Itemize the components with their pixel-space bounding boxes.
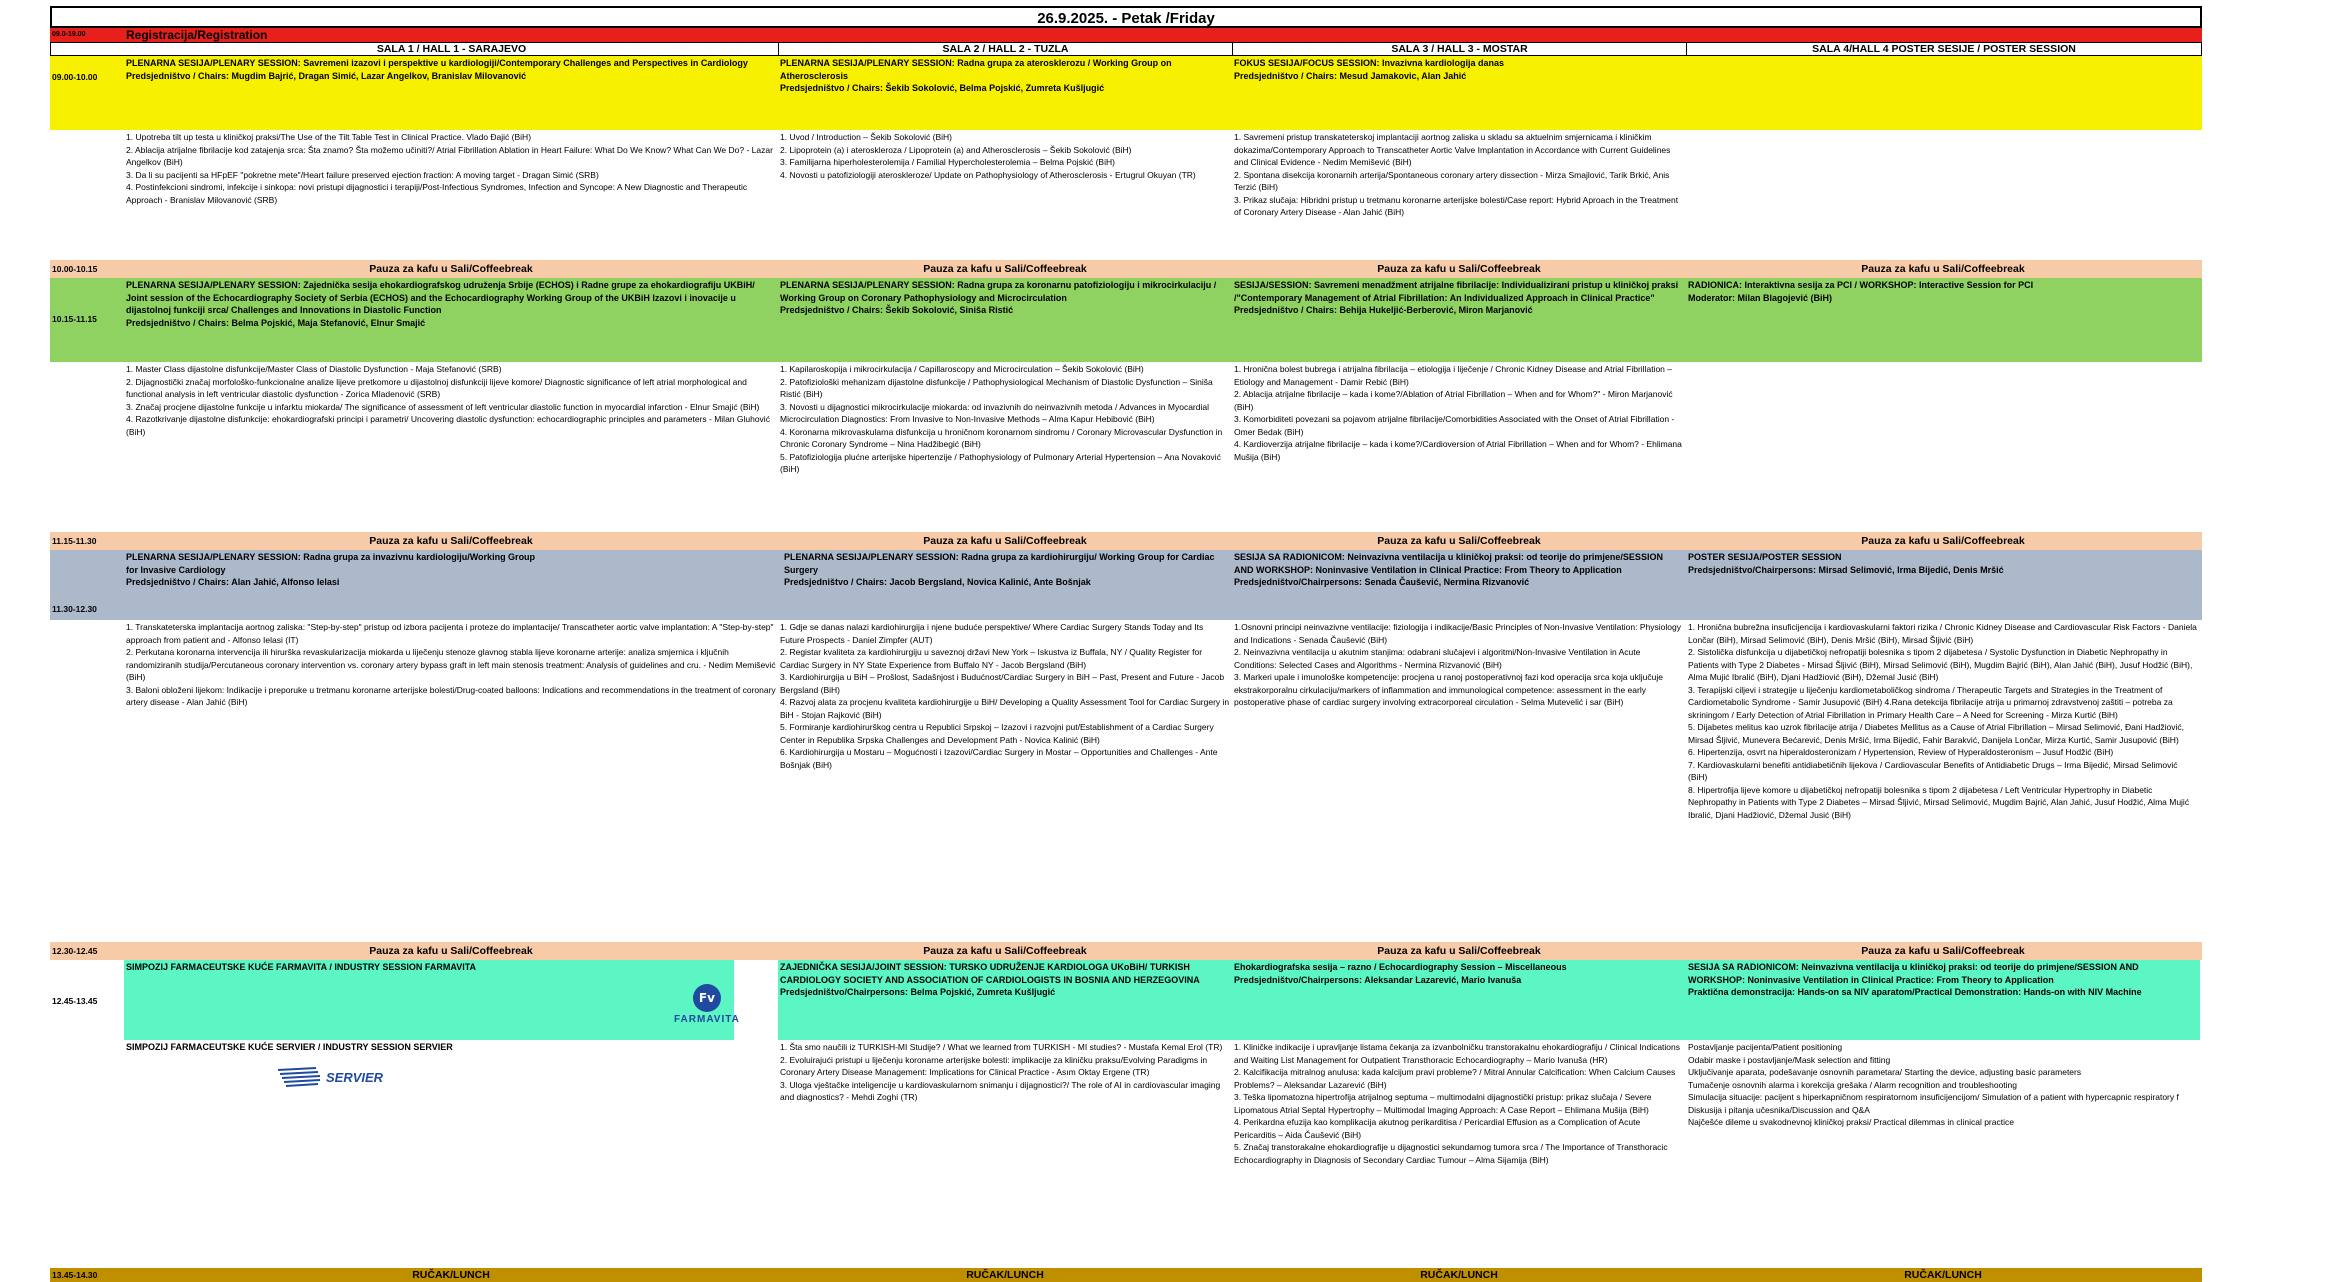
list-item: 3. Markeri upale i imunološke kompetencije: procjena u ranoj postoperativnoj fazi kod operacija srca koja uključuje ekstrakorporalnu cirkulaciju/markers of inflammation and immunological competence: assessment in the early postoperative phase of cardiac surgery involving extracorporeal circulation - Selma Mutevelić i sar (BiH) bbox=[1234, 672, 1664, 707]
list-item: 4. Postinfekcioni sindromi, infekcije i sinkopa: novi pristupi dijagnostici i terapiji/Post-Infectious Syndromes, Infection and Syncope: A New Diagnostic and Therapeutic Approach - Branislav Milovanović (SRB) bbox=[126, 182, 748, 205]
session-4-items-row bbox=[50, 1040, 2202, 1276]
hall-1-header: SALA 1 / HALL 1 - SARAJEVO bbox=[125, 43, 779, 56]
list-item: 3. Uloga vještačke inteligencije u kardiovaskularnom snimanju i dijagnostici?/ The role of AI in cardiovascular imaging and diagnostics? - Mehdi Zoghi (TR) bbox=[780, 1079, 1221, 1102]
list-item: 3. Značaj procjene dijastolne funkcije u infarktu miokarda/ The significance of assessment of left ventricular diastolic function in myocardial infarction - Elnur Smajić (BiH) bbox=[126, 401, 760, 412]
break-2-time: 11.15-11.30 bbox=[52, 536, 97, 546]
hall-header-row bbox=[50, 42, 2202, 56]
session-1-hall-3-head bbox=[1232, 56, 1686, 130]
hall-2-header: SALA 2 / HALL 2 - TUZLA bbox=[779, 43, 1233, 56]
hall-3-header: SALA 3 / HALL 3 - MOSTAR bbox=[1233, 43, 1687, 56]
session-chairs: Predsjedništvo / Chairs: Šekib Sokolović, Belma Pojskić, Zumreta Kušljugić bbox=[780, 83, 1105, 93]
list-item: 4. Kardioverzija atrijalne fibrilacije – kada i kome?/Cardioversion of Atrial Fibrillation – When and for Whom? - Ehlimana Mušija (BiH) bbox=[1234, 439, 1682, 462]
session-chairs: Predsjedništvo/Chairpersons: Mirsad Selimović, Irma Bijedić, Denis Mršić bbox=[1688, 564, 2004, 575]
session-3-hall-3-head bbox=[1232, 550, 1686, 620]
session-3-hall-3-items bbox=[1232, 620, 1686, 942]
list-item: 2. Lipoprotein (a) i ateroskleroza / Lipoprotein (a) and Atherosclerosis – Šekib Sokolović (BiH) bbox=[780, 144, 1132, 155]
list-item: 5. Patofiziologija plućne arterijske hipertenzije / Pathophysiology of Pulmonary Arterial Hypertension – Ana Novaković (BiH) bbox=[780, 451, 1221, 474]
break-3-time: 12.30-12.45 bbox=[52, 946, 98, 956]
session-1-hall-2-head bbox=[778, 56, 1232, 130]
session-2-hall-3-items bbox=[1232, 362, 1686, 532]
lunch-hall-2: RUČAK/LUNCH bbox=[966, 1269, 1044, 1281]
list-item: 4. Perikardna efuzija kao komplikacija akutnog perikarditisa / Pericardial Effusion as a Complication of Acute Pericarditis – Aida Čaušević (BiH) bbox=[1234, 1117, 1641, 1140]
list-item: 2. Ablacija atrijalne fibrilacije kod zatajenja srca: Šta znamo? Šta možemo učiniti?/ Atrial Fibrillation Ablation in Heart Failure: What Do We Know? What Can We Do? - Lazar Angelkov (BiH) bbox=[126, 144, 773, 167]
lunch-row bbox=[50, 1268, 2202, 1282]
list-item: 2. Ablacija atrijalne fibrilacije – kada i kome?/Ablation of Atrial Fibrillation – When and for Whom?" - Miron Marjanović (BiH) bbox=[1234, 389, 1673, 412]
session-head: PLENARNA SESIJA/PLENARY SESSION: Radna grupa za aterosklerozu / Working Group on Atherosclerosis bbox=[780, 58, 1172, 81]
list-item: 3. Kardiohirurgija u BiH – Prošlost, Sadašnjost i Budućnost/Cardiac Surgery in BiH – Past, Present and Future - Jacob Bergsland (BiH) bbox=[780, 672, 1225, 695]
session-2-head-row bbox=[50, 278, 2202, 362]
farmavita-logo-bg bbox=[734, 960, 778, 1040]
farmavita-logo-text: FARMAVITA bbox=[674, 1014, 740, 1025]
session-head: ZAJEDNIČKA SESIJA/JOINT SESSION: TURSKO UDRUŽENJE KARDIOLOGA UKoBiH/ TURKISH CARDIOLOGY SOCIETY AND ASSOCIATION OF CARDIOLOGISTS IN BOSNIA AND HERZEGOVINA bbox=[780, 962, 1200, 985]
servier-head: SIMPOZIJ FARMACEUTSKE KUĆE SERVIER / INDUSTRY SESSION SERVIER bbox=[126, 1042, 453, 1052]
session-3-hall-1-head bbox=[124, 550, 544, 620]
servier-logo bbox=[276, 1066, 383, 1088]
list-item: 2. Neinvazivna ventilacija u akutnim stanjima: odabrani slučajevi i algoritmi/Non-Invasive Ventilation in Acute Conditions: Selected Cases and Algorithms - Nermina Rizvanović (BiH) bbox=[1234, 647, 1641, 670]
farmavita-badge-icon: Fv bbox=[693, 984, 721, 1012]
registration-row bbox=[50, 28, 2202, 42]
session-head: Ehokardiografska sesija – razno / Echocardiography Session – Miscellaneous bbox=[1234, 962, 1567, 972]
list-item: 7. Kardiovaskularni benefiti antidiabetičnih lijekova / Cardiovascular Benefits of Antidiabetic Drugs – Irma Bijedić, Mirsad Selimović (BiH) bbox=[1688, 759, 2178, 782]
registration-label: Registracija/Registration bbox=[126, 28, 268, 42]
break-3-hall-3: Pauza za kafu u Sali/Coffeebreak bbox=[1377, 945, 1541, 957]
break-3-hall-1: Pauza za kafu u Sali/Coffeebreak bbox=[369, 945, 533, 957]
list-item: 3. Da li su pacijenti sa HFpEF "pokretne mete"/Heart failure preserved ejection fraction: A moving target - Dragan Simić (SRB) bbox=[126, 169, 599, 180]
session-3-hall-2-head bbox=[778, 550, 1232, 620]
list-item: 2. Patofiziološki mehanizam dijastolne disfunkcije / Pathophysiological Mechanism of Diastolic Dysfunction – Siniša Ristić (BiH) bbox=[780, 376, 1213, 399]
day-title-row bbox=[50, 6, 2202, 28]
session-chairs: Predsjedništvo/Chairpersons: Senada Čaušević, Nermina Rizvanović bbox=[1234, 577, 1530, 587]
session-head: POSTER SESIJA/POSTER SESSION bbox=[1688, 552, 1842, 562]
list-item: 2. Perkutana koronarna intervencija ili hirurška revaskularizacija miokarda u liječenju stenoze glavnog stabla lijeve koronarne arterije: analiza smjernica i ključnih randomiziranih studija/Percutaneous coronary intervention vs. coronary artery bypass graft in left main stenosis treatment: Analysis of guidelines and cru. - Nedim Memišević (BiH) bbox=[126, 647, 776, 682]
farmavita-logo bbox=[674, 984, 740, 1025]
session-2-hall-2-items bbox=[778, 362, 1232, 532]
session-head: SESIJA SA RADIONICOM: Neinvazivna ventilacija u kliničkoj praksi: od teorije do primjene/SESSION AND WORKSHOP: Noninvasive Ventilation in Clinical Practice: From Theory to Application bbox=[1688, 962, 2139, 985]
session-4-hall-3-head bbox=[1232, 960, 1686, 1040]
list-item: 1. Savremeni pristup transkateterskoj implantaciji aortnog zaliska u skladu sa aktuelnim smjernicama i kliničkim dokazima/Contemporary Approach to Transcatheter Aortic Valve Implantation in Accordance with Current Guidelines and Clinical Evidence - Nedim Memišević (BiH) bbox=[1234, 132, 1671, 167]
session-3-items-row bbox=[50, 620, 2202, 942]
list-item: 3. Terapijski ciljevi i strategije u liječenju kardiometaboličkog sindroma / Therapeutic Targets and Strategies in the Treatment of Cardiometabolic Syndrome - Samir Jusupović (BiH) 4.Rana detekcija fibrilacije atrija u primarnoj zdravstvenoj zaštiti – potreba za skriningom / Early Detection of Atrial Fibrillation in Primary Health Care – A Need for Screening - Mirza Kurtić (BiH) bbox=[1688, 684, 2173, 720]
break-1-row bbox=[50, 260, 2202, 278]
session-chairs: Predsjedništvo / Chairs: Belma Pojskić, Maja Stefanović, Elnur Smajić bbox=[126, 317, 426, 328]
session-2-hall-3-head bbox=[1232, 278, 1686, 362]
list-item: 1. Kapilaroskopija i mikrocirkulacija / Capillaroscopy and Microcirculation – Šekib Sokolović (BiH) bbox=[780, 364, 1144, 374]
break-2-hall-2: Pauza za kafu u Sali/Coffeebreak bbox=[923, 535, 1087, 547]
session-1-time: 09.00-10.00 bbox=[52, 72, 98, 82]
list-item: 2. Dijagnostički značaj morfološko-funkcionalne analize lijeve pretkomore u dijastolnoj disfunkciji lijeve komore/ Diagnostic significance of left atrial morphological and functional analysis in left ventricular diastolic dysfunction - Zorica Mladenović (SRB) bbox=[126, 376, 747, 399]
servier-logo-text: SERVIER bbox=[326, 1069, 384, 1085]
list-item: 3. Familijarna hiperholesterolemija / Familial Hypercholesterolemia – Belma Pojskić (BiH) bbox=[780, 157, 1115, 167]
session-2-hall-2-head bbox=[778, 278, 1232, 362]
list-item: Uključivanje aparata, podešavanje osnovnih parametara/ Starting the device, adjusting basic parameters bbox=[1688, 1067, 2082, 1077]
list-item: 1. Transkateterska implantacija aortnog zaliska: "Step-by-step" pristup od izbora pacijenta i proteze do implantacije/ Transcatheter aortic valve implantation: A "Step-by-step" approach from patient and - Alfonso Ielasi (IT) bbox=[126, 622, 774, 645]
list-item: 3. Teška lipomatozna hipertrofija atrijalnog septuma – multimodalni dijagnostički pristup: prikaz slučaja / Severe Lipomatous Atrial Septal Hypertrophy – Multimodal Imaging Approach: A Case Report – Ehlimana Mušija (BiH) bbox=[1234, 1092, 1652, 1115]
session-3-head-row bbox=[50, 550, 2202, 620]
session-2-hall-1-head bbox=[124, 278, 778, 362]
list-item: 1. Upotreba tilt up testa u kliničkoj praksi/The Use of the Tilt Table Test in Clinical Practice. Vlado Đajić (BiH) bbox=[126, 132, 532, 142]
list-item: 1. Master Class dijastolne disfunkcije/Master Class of Diastolic Dysfunction - Maja Stefanović (SRB) bbox=[126, 364, 502, 374]
session-head: FOKUS SESIJA/FOCUS SESSION: Invazivna kardiologija danas bbox=[1234, 58, 1505, 68]
lunch-hall-4: RUČAK/LUNCH bbox=[1904, 1269, 1982, 1281]
session-4-hall-4-items bbox=[1686, 1040, 2200, 1276]
list-item: 2. Kalcifikacija mitralnog anulusa: kada kalcijum pravi probleme? / Mitral Annular Calcification: When Calcium Causes Problems? – Aleksandar Lazarević (BiH) bbox=[1234, 1067, 1676, 1090]
list-item: 6. Kardiohirurgija u Mostaru – Mogućnosti i Izazovi/Cardiac Surgery in Mostar – Opportunities and Challenges - Ante Bošnjak (BiH) bbox=[780, 747, 1218, 770]
break-1-time: 10.00-10.15 bbox=[52, 264, 98, 274]
session-2-time: 10.15-11.15 bbox=[52, 314, 97, 324]
session-4-hall-2-items bbox=[778, 1040, 1232, 1276]
hall-4-header: SALA 4/HALL 4 POSTER SESIJE / POSTER SESSION bbox=[1812, 43, 2076, 55]
list-item: 3. Baloni obloženi lijekom: Indikacije i preporuke u tretmanu koronarne arterijske bolesti/Drug-coated balloons: Indications and recommendations in the treatment of coronary artery disease - Alan Jahić (BiH) bbox=[126, 684, 776, 707]
list-item: 1. Hronična bubrežna insuficijencija i kardiovaskularni faktori rizika / Chronic Kidney Disease and Cardiovascular Risk Factors - Daniela Lončar (BiH), Mirsad Selimović (BiH), Denis Mršić (BiH), Mirsad Šljivić (BiH) bbox=[1688, 622, 2197, 645]
list-item: 2. Evoluirajući pristupi u liječenju koronarne arterijske bolesti: implikacije za kliničku praksu/Evolving Paradigms in Coronary Artery Disease Management: Implications for Clinical Practice - Asım Oktay Ergene (TR) bbox=[780, 1054, 1208, 1077]
list-item: Simulacija situacije: pacijent s hiperkapničnom respiratornom insuficijencijom/ Simulation of a patient with hypercapnic respiratory f bbox=[1688, 1092, 2179, 1102]
list-item: 4. Koronarna mikrovaskularna disfunkcija u hroničnom koronarnom sindromu / Coronary Microvascular Dysfunction in Chronic Coronary Syndrome – Nina Hadžibegić (BiH) bbox=[780, 426, 1223, 449]
list-item: Tumačenje osnovnih alarma i korekcija grešaka / Alarm recognition and troubleshooting bbox=[1688, 1079, 2018, 1090]
servier-wave-icon bbox=[276, 1066, 322, 1088]
session-3-hall-1-items bbox=[124, 620, 778, 942]
break-3-row bbox=[50, 942, 2202, 960]
session-3-hall-4-items bbox=[1686, 620, 2200, 942]
session-2-hall-4-head bbox=[1686, 278, 2200, 362]
session-chairs: Predsjedništvo/Chairpersons: Belma Pojskić, Zumreta Kušljugić bbox=[780, 987, 1056, 997]
session-4-time: 12.45-13.45 bbox=[52, 996, 98, 1006]
session-2-hall-1-items bbox=[124, 362, 778, 532]
list-item: 5. Značaj transtorakalne ehokardiografije u dijagnostici sekundarnog tumora srca / The Importance of Transthoracic Echocardiography in Diagnosis of Secondary Cardiac Tumour – Alma Sijamija (BiH) bbox=[1234, 1142, 1668, 1165]
session-3-hall-2-items bbox=[778, 620, 1232, 942]
session-4-hall-4-head bbox=[1686, 960, 2200, 1040]
session-chairs: Moderator: Milan Blagojević (BiH) bbox=[1688, 292, 1833, 303]
lunch-hall-3: RUČAK/LUNCH bbox=[1420, 1269, 1498, 1281]
session-4-hall-3-items bbox=[1232, 1040, 1686, 1276]
session-chairs: Predsjedništvo / Chairs: Behija Hukeljić-Berberović, Miron Marjanović bbox=[1234, 305, 1533, 315]
session-chairs: Predsjedništvo / Chairs: Mesud Jamakovic, Alan Jahić bbox=[1234, 70, 1467, 81]
break-2-hall-4: Pauza za kafu u Sali/Coffeebreak bbox=[1861, 535, 2025, 547]
list-item: Odabir maske i postavljanje/Mask selection and fitting bbox=[1688, 1054, 1891, 1065]
break-1-hall-1: Pauza za kafu u Sali/Coffeebreak bbox=[369, 263, 533, 275]
session-chairs: Predsjedništvo / Chairs: Alan Jahić, Alfonso Ielasi bbox=[126, 577, 340, 587]
list-item: 3. Novosti u dijagnostici mikrocirkulacije miokarda: od invazivnih do neinvazivnih metoda / Advances in Myocardial Microcirculation Diagnostics: From Invasive to Non-Invasive Methods – Alma Kapur Hebibović (BiH) bbox=[780, 401, 1209, 424]
session-head: RADIONICA: Interaktivna sesija za PCI / WORKSHOP: Interactive Session for PCI bbox=[1688, 280, 2034, 290]
break-1-hall-3: Pauza za kafu u Sali/Coffeebreak bbox=[1377, 263, 1541, 275]
list-item: 1. Hronična bolest bubrega i atrijalna fibrilacija – etiologija i liječenje / Chronic Kidney Disease and Atrial Fibrillation – Etiology and Management - Damir Rebić (BiH) bbox=[1234, 364, 1672, 387]
break-1-hall-2: Pauza za kafu u Sali/Coffeebreak bbox=[923, 263, 1087, 275]
lunch-hall-1: RUČAK/LUNCH bbox=[412, 1269, 490, 1281]
session-chairs: Predsjedništvo/Chairpersons: Aleksandar Lazarević, Mario Ivanuša bbox=[1234, 974, 1522, 985]
list-item: 3. Komorbiditeti povezani sa pojavom atrijalne fibrilacije/Comorbidities Associated with the Onset of Atrial Fibrillation - Omer Bedak (BiH) bbox=[1234, 414, 1675, 437]
list-item: 5. Dijabetes melitus kao uzrok fibrilacije atrija / Diabetes Mellitus as a Cause of Atrial Fibrillation – Mirsad Selimović, Đani Hadžiović, Mirsad Šljivić, Munevera Bećarević, Denis Mršić, Irma Bijedić, Fahir Barakvić, Danijela Lončar, Mirza Kurtić, Samir Jusupović (BiH) bbox=[1688, 722, 2185, 745]
list-item: 1. Kliničke indikacije i upravljanje listama čekanja za izvanbolničku transtorakalnu ehokardiografiju / Clinical Indications and Waiting List Management for Outpatient Transthoracic Echocardiography – Mario Ivanuša (HR) bbox=[1234, 1042, 1681, 1065]
list-item: Diskusija i pitanja učesnika/Discussion and Q&A bbox=[1688, 1104, 1870, 1115]
session-1-head-row bbox=[50, 56, 2202, 130]
list-item: Postavljanje pacijenta/Patient positioning bbox=[1688, 1042, 1843, 1052]
session-head: SESIJA SA RADIONICOM: Neinvazivna ventilacija u kliničkoj praksi: od teorije do primjene/SESSION AND WORKSHOP: Noninvasive Ventilation in Clinical Practice: From Theory to Application bbox=[1234, 552, 1663, 575]
session-head: PLENARNA SESIJA/PLENARY SESSION: Radna grupa za koronarnu patofiziologiju i mikrocirkulaciju / Working Group on Coronary Pathophysiology and Microcirculation bbox=[780, 280, 1217, 303]
list-item: 2. Registar kvaliteta za kardiohirurgiju u saveznoj državi New York – Iskustva iz Buffala, NY / Quality Register for Cardiac Surgery in NY State Experience from Buffalo NY - Jacob Bergsland (BiH) bbox=[780, 647, 1203, 670]
lunch-time: 13.45-14.30 bbox=[52, 1270, 98, 1280]
session-head: PLENARNA SESIJA/PLENARY SESSION: Zajednička sesija ehokardiografskog udruženja Srbije (ECHOS) i Radne grupe za ehokardiografiju UKBiH/ Joint session of the Echocardiography Society of Serbia (ECHOS) and the Echocardiography Working Group of the UKBiH Izazovi i inovacije u dijastolnoj funkciji srca/ Challenges and Innovations in Diastolic Function bbox=[126, 280, 755, 315]
list-item: 2. Sistolička disfunkcija u dijabetičkoj nefropatiji bolesnika s tipom 2 dijabetesa / Systolic Dysfunction in Diabetic Nephropathy in Patients with Type 2 Diabetes - Mirsad Šljivić (BiH), Mirsad Selimović (BiH), Mugdim Bajrić (BiH), Alan Jahić (BiH), Jusuf Hodžić (BiH), Alma Mujić Ibralić (BiH), Djani Hadžiović (BiH), Džemal Jusić (BiH) bbox=[1688, 647, 2193, 682]
session-1-items-row bbox=[50, 130, 2202, 260]
session-3-time: 11.30-12.30 bbox=[52, 604, 97, 614]
registration-time: 09.0-19.00 bbox=[52, 31, 86, 38]
session-head: SESIJA/SESSION: Savremeni menadžment atrijalne fibrilacije: Individualizirani pristup u kliničkoj praksi /"Contemporary Management of Atrial Fibrillation: An Individualized Approach in Clinical Practice" bbox=[1234, 280, 1679, 303]
list-item: 3. Prikaz slučaja: Hibridni pristup u tretmanu koronarne arterijske bolesti/Case report: Hybrid Aproach in the Treatment of Coronary Artery Disease - Alan Jahić (BiH) bbox=[1234, 194, 1679, 217]
session-2-items-row bbox=[50, 362, 2202, 532]
session-3-hall-4-head bbox=[1686, 550, 2200, 620]
session-chairs: Predsjedništvo / Chairs: Šekib Sokolović, Siniša Ristić bbox=[780, 305, 1014, 315]
session-1-hall-1-items bbox=[124, 130, 778, 260]
list-item: Najčešće dileme u svakodnevnoj kliničkoj praksi/ Practical dilemmas in clinical practice bbox=[1688, 1117, 2014, 1127]
break-1-hall-4: Pauza za kafu u Sali/Coffeebreak bbox=[1861, 263, 2025, 275]
list-item: 1. Gdje se danas nalazi kardiohirurgija i njene buduće perspektive/ Where Cardiac Surgery Stands Today and Its Future Prospects - Daniel Zimpfer (AUT) bbox=[780, 622, 1204, 645]
break-2-row bbox=[50, 532, 2202, 550]
list-item: 1. Uvod / Introduction – Šekib Sokolović (BiH) bbox=[780, 132, 952, 142]
session-chairs: Praktična demonstracija: Hands-on sa NIV aparatom/Practical Demonstration: Hands-on with NIV Machine bbox=[1688, 987, 2142, 997]
session-chairs: Predsjedništvo / Chairs: Jacob Bergsland, Novica Kalinić, Ante Bošnjak bbox=[784, 577, 1091, 587]
break-2-hall-1: Pauza za kafu u Sali/Coffeebreak bbox=[369, 535, 533, 547]
day-title: 26.9.2025. - Petak /Friday bbox=[1037, 10, 1215, 27]
session-chairs: Predsjedništvo / Chairs: Mugdim Bajrić, Dragan Simić, Lazar Angelkov, Branislav Milovanović bbox=[126, 70, 527, 81]
list-item: 5. Formiranje kardiohirurškog centra u Republici Srpskoj – Izazovi i razvojni put/Establishment of a Cardiac Surgery Center in Republika Srpska Challenges and Development Path - Novica Kalinić (BiH) bbox=[780, 722, 1214, 745]
list-item: 4. Razotkrivanje dijastolne disfunkcije: ehokardiografski principi i parametri/ Uncovering diastolic dysfunction: echocardiographic principles and parameters - Milan Gluhović (BiH) bbox=[126, 414, 770, 437]
session-1-hall-2-items bbox=[778, 130, 1232, 260]
list-item: 2. Spontana disekcija koronarnih arterija/Spontaneous coronary artery dissection - Mirza Smajlović, Tarik Brkić, Anis Terzić (BiH) bbox=[1234, 169, 1670, 192]
list-item: 4. Razvoj alata za procjenu kvaliteta kardiohirurgije u BiH/ Developing a Quality Assessment Tool for Cardiac Surgery in BiH - Stojan Rajković (BiH) bbox=[780, 697, 1230, 720]
session-head: PLENARNA SESIJA/PLENARY SESSION: Radna grupa za invazivnu kardiologiju/Working Group for Invasive Cardiology bbox=[126, 552, 536, 575]
session-4-head-row bbox=[50, 960, 2202, 1040]
list-item: 1.Osnovni principi neinvazivne ventilacije: fiziologija i indikacije/Basic Principles of Non-Invasive Ventilation: Physiology and Indications - Senada Čaušević (BiH) bbox=[1234, 622, 1681, 645]
session-1-hall-3-items bbox=[1232, 130, 1686, 260]
session-1-hall-1-head bbox=[124, 56, 778, 130]
session-head: PLENARNA SESIJA/PLENARY SESSION: Radna grupa za kardiohirurgiju/ Working Group for Cardiac Surgery bbox=[784, 552, 1215, 575]
list-item: 8. Hipertrofija lijeve komore u dijabetičkoj nefropatiji bolesnika s tipom 2 dijabetesa / Left Ventricular Hypertrophy in Diabetic Nephropathy in Patients with Type 2 Diabetes – Mirsad Šljivić, Mirsad Selimović, Mugdim Bajrić, Alan Jahić, Jusuf Hodžić, Alma Mujić Ibralić, Djani Hadžiović, Džemal Jusić (BiH) bbox=[1688, 784, 2190, 820]
list-item: 4. Novosti u patofiziologiji ateroskleroze/ Update on Pathophysiology of Atherosclerosis - Ertugrul Okuyan (TR) bbox=[780, 169, 1196, 180]
break-3-hall-2: Pauza za kafu u Sali/Coffeebreak bbox=[923, 945, 1087, 957]
session-head: PLENARNA SESIJA/PLENARY SESSION: Savremeni izazovi i perspektive u kardiologiji/Contemporary Challenges and Perspectives in Cardiology bbox=[126, 58, 748, 68]
break-2-hall-3: Pauza za kafu u Sali/Coffeebreak bbox=[1377, 535, 1541, 547]
break-3-hall-4: Pauza za kafu u Sali/Coffeebreak bbox=[1861, 945, 2025, 957]
session-4-hall-2-head bbox=[778, 960, 1232, 1040]
list-item: 6. Hipertenzija, osvrt na hiperaldosteronizam / Hypertension, Review of Hyperaldosteronism – Jusuf Hodžić (BiH) bbox=[1688, 747, 2114, 757]
list-item: 1. Šta smo naučili iz TURKISH-MI Studije? / What we learned from TURKISH - MI studies? - Mustafa Kemal Erol (TR) bbox=[780, 1042, 1223, 1052]
farmavita-head: SIMPOZIJ FARMACEUTSKE KUĆE FARMAVITA / INDUSTRY SESSION FARMAVITA bbox=[126, 962, 477, 972]
